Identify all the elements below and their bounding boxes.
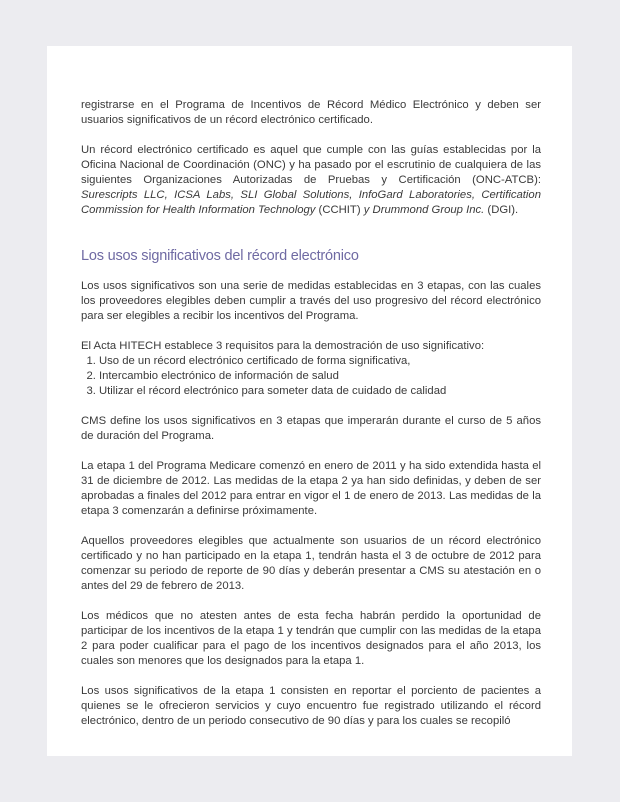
certified-record-text-c: (DGI). bbox=[484, 204, 519, 216]
paragraph-stage-1-uses: Los usos significativos de la etapa 1 consisten en reportar el porciento de pacientes a quienes se le ofrecieron servicios y cuyo encuentro fue registrado utilizando el récord electrónico, dentro de un periodo consecutivo de 90 días y para los cuales se recopiló bbox=[81, 685, 541, 727]
requirements-list bbox=[81, 354, 541, 399]
paragraph-non-attesting: Los médicos que no atesten antes de esta fecha habrán perdido la oportunidad de participar de los incentivos de la etapa 1 y tendrán que cumplir con las medidas de la etapa 2 para poder cualificar para el pago de los incentivos designados para el año 2013, los cuales son menores que los designados para la etapa 1. bbox=[81, 610, 541, 667]
page-content bbox=[81, 98, 541, 744]
paragraph-eligible-providers: Aquellos proveedores elegibles que actualmente son usuarios de un récord electrónico certificado y no han participado en la etapa 1, tendrán hasta el 3 de octubre de 2012 para comenzar su periodo de reporte de 90 días y deberán presentar a CMS su atestación en o antes del 29 de febrero de 2013. bbox=[81, 535, 541, 592]
requirements-intro: El Acta HITECH establece 3 requisitos para la demostración de uso significativo: bbox=[81, 340, 485, 352]
paragraph-stage-1-dates: La etapa 1 del Programa Medicare comenzó en enero de 2011 y ha sido extendida hasta el 31 de diciembre de 2012. Las medidas de la etapa 2 ya han sido definidas, y deben de ser aprobadas a finales del 2012 para entrar en vigor el 1 de enero de 2013. Las medidas de la etapa 3 comenzarán a definirse próximamente. bbox=[81, 460, 541, 517]
certifier-list-italic: Surescripts LLC, ICSA Labs, SLI Global Solutions, InfoGard Laboratories, Certification Commission for Health Information Technology bbox=[81, 189, 541, 216]
requirement-item: 2. Intercambio electrónico de información de salud bbox=[99, 369, 541, 384]
document-page bbox=[47, 46, 572, 756]
section-heading: Los usos significativos del récord electrónico bbox=[81, 248, 359, 264]
paragraph-cms-stages: CMS define los usos significativos en 3 etapas que imperarán durante el curso de 5 años de duración del Programa. bbox=[81, 415, 541, 442]
certified-record-text-b: (CCHIT) bbox=[315, 204, 364, 216]
requirement-item: 3. Utilizar el récord electrónico para someter data de cuidado de calidad bbox=[99, 384, 541, 399]
paragraph-meaningful-use: Los usos significativos son una serie de medidas establecidas en 3 etapas, con las cuales los proveedores elegibles deben cumplir a través del uso progresivo del récord electrónico para ser elegibles a recibir los incentivos del Programa. bbox=[81, 280, 541, 322]
certified-record-text-a: Un récord electrónico certificado es aquel que cumple con las guías establecidas por la Oficina Nacional de Coordinación (ONC) y ha pasado por el escrutinio de cualquiera de las siguientes Organizaciones Autorizadas de Pruebas y Certificación (ONC-ATCB): bbox=[81, 144, 541, 186]
drummond-italic: y Drummond Group Inc. bbox=[363, 204, 485, 216]
paragraph-certified-record bbox=[81, 143, 541, 218]
paragraph-registration: registrarse en el Programa de Incentivos de Récord Médico Electrónico y deben ser usuarios significativos de un récord electrónico certificado. bbox=[81, 99, 541, 126]
requirement-item: 1. Uso de un récord electrónico certificado de forma significativa, bbox=[99, 354, 541, 369]
